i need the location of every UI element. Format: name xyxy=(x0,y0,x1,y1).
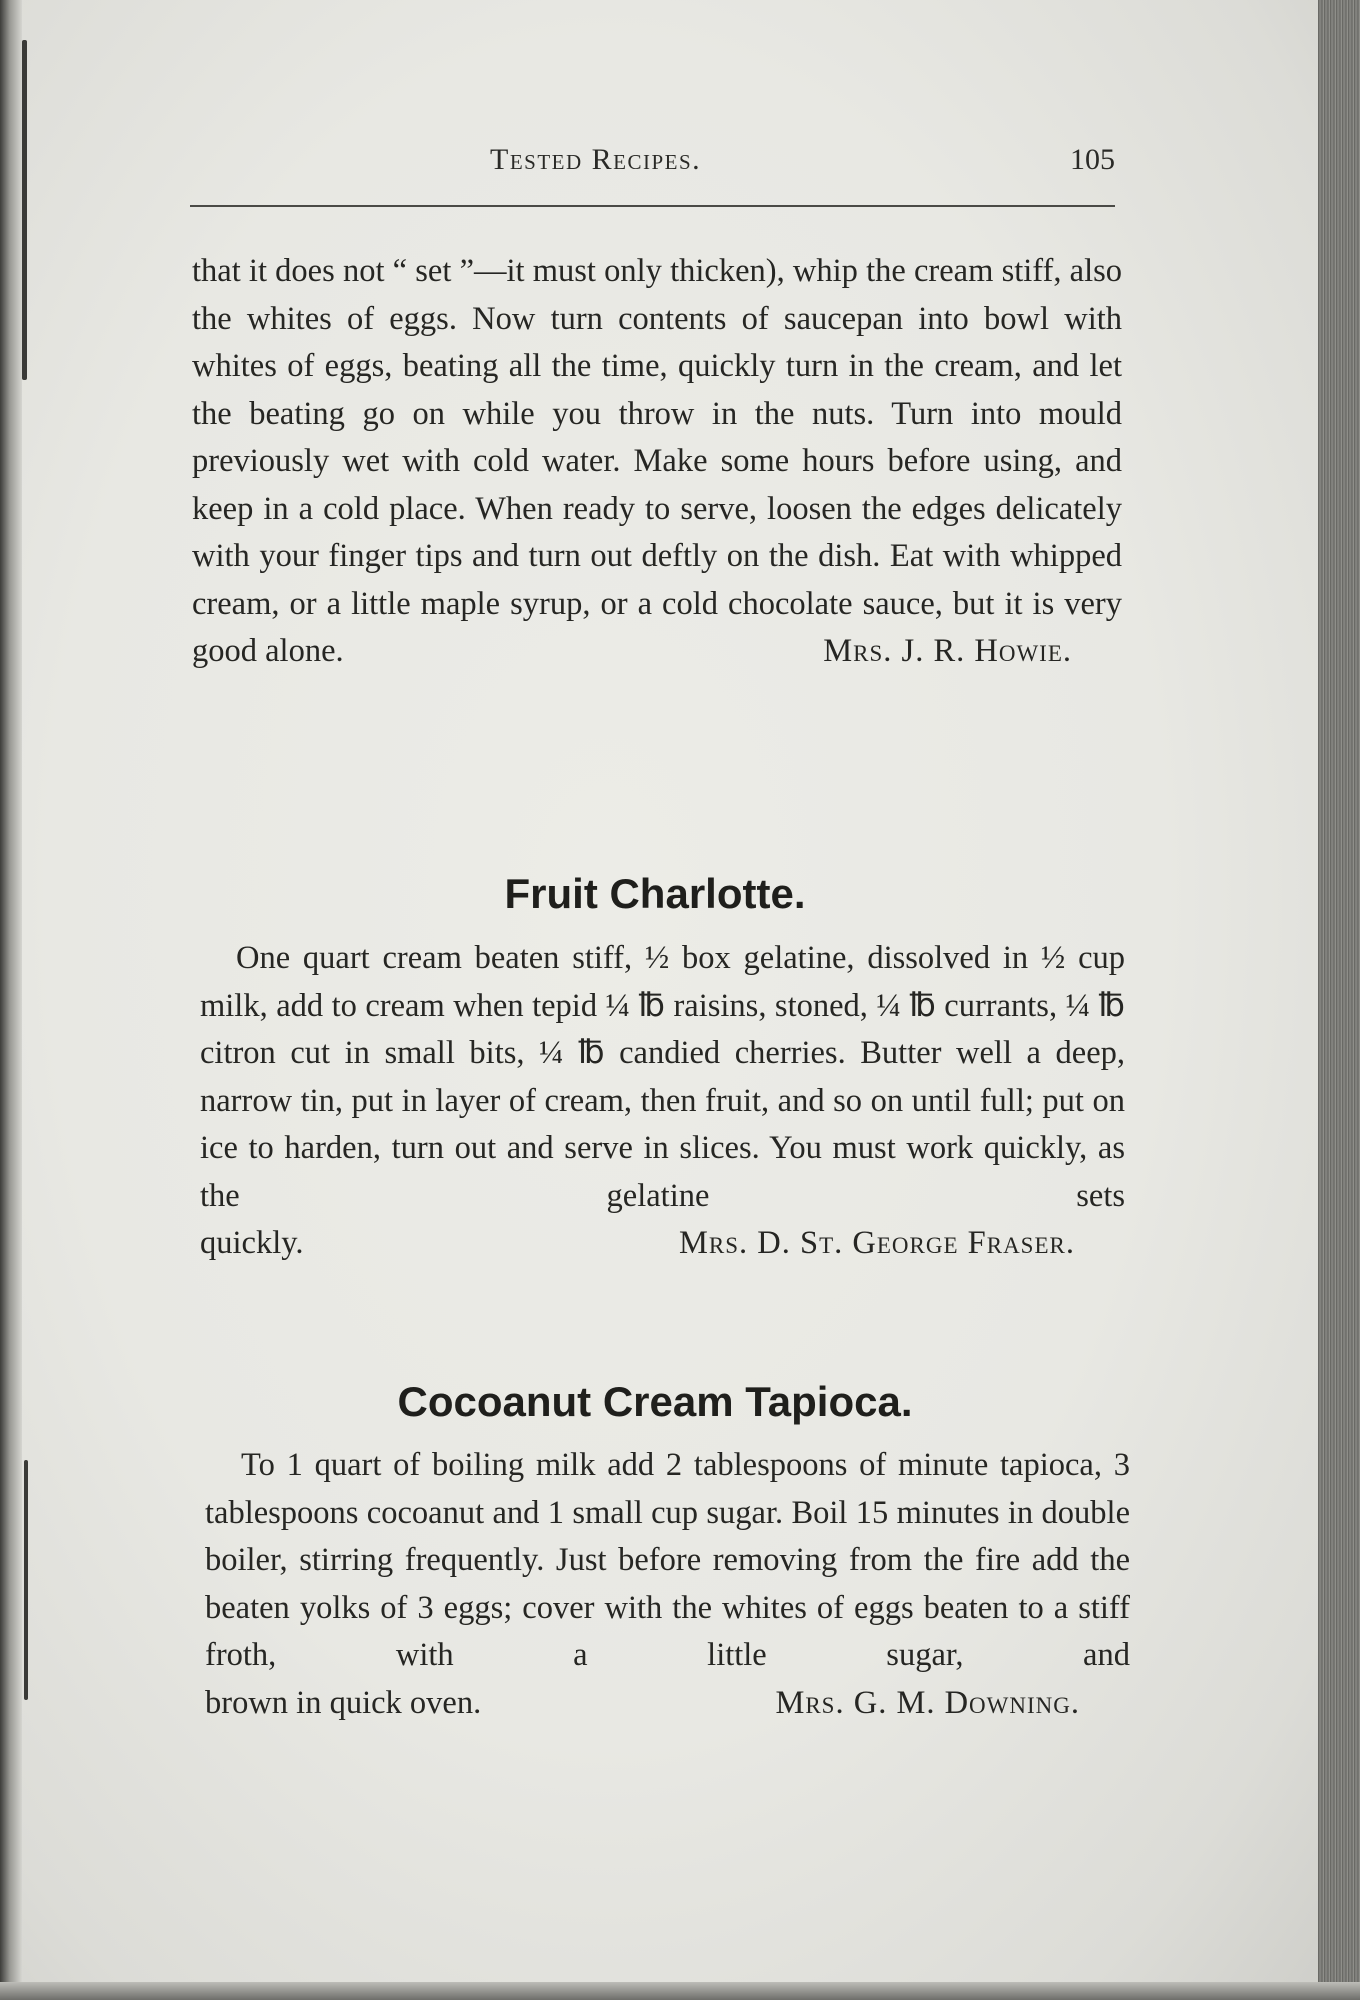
cocoanut-tapioca-text: To 1 quart of boiling milk add 2 tablespoons of minute tapioca, 3 tablespoons cocoanut and 1 small cup sugar. Boil 15 minutes in double boiler, stirring frequently. Just before removing from the fire add the beaten yolks of 3 eggs; cover with the whites of eggs beaten to a stiff froth, with a little sugar, and xyxy=(205,1447,1130,1673)
recipe-signature: Mrs. J. R. Howie. xyxy=(823,633,1072,669)
recipe-title: Fruit Charlotte. xyxy=(504,870,806,917)
spine-thread-mark xyxy=(22,40,27,380)
fruit-charlotte-last-line xyxy=(200,1220,1125,1268)
right-page-edges xyxy=(1318,0,1360,2000)
cocoanut-tapioca-recipe xyxy=(205,1442,1130,1727)
page-header xyxy=(190,143,1115,183)
continued-recipe-last-line xyxy=(192,628,1122,676)
fruit-charlotte-closing: quickly. xyxy=(200,1225,304,1261)
fruit-charlotte-text: One quart cream beaten stiff, ½ box gelatine, dissolved in ½ cup milk, add to cream when tepid ¼ ℔ raisins, stoned, ¼ ℔ currants, ¼ ℔ citron cut in small bits, ¼ ℔ candied cherries. Butter well a deep, narrow tin, put in layer of cream, then fruit, and so on until full; put on ice to harden, turn out and serve in slices. You must work quickly, as the gelatine sets xyxy=(200,940,1125,1214)
header-rule xyxy=(190,205,1115,207)
cocoanut-tapioca-closing: brown in quick oven. xyxy=(205,1684,482,1721)
continued-recipe-closing: good alone. xyxy=(192,633,344,669)
fruit-charlotte-recipe xyxy=(200,935,1125,1268)
bottom-page-edge xyxy=(0,1982,1360,2000)
continued-recipe-text: that it does not “ set ”—it must only thicken), whip the cream stiff, also the whites of eggs. Now turn contents of saucepan into bowl with whites of eggs, beating all the time, quickly turn in the cream, and let the beating go on while you throw in the nuts. Turn into mould previously wet with cold water. Make some hours before using, and keep in a cold place. When ready to serve, loosen the edges delicately with your finger tips and turn out deftly on the dish. Eat with whipped cream, or a little maple syrup, or a cold chocolate sauce, but it is very xyxy=(192,253,1122,622)
recipe-signature: Mrs. G. M. Downing. xyxy=(775,1684,1080,1721)
cocoanut-tapioca-last-line xyxy=(205,1680,1130,1728)
spine-thread-mark xyxy=(24,1460,28,1700)
running-head: Tested Recipes. xyxy=(490,143,702,176)
page-number: 105 xyxy=(1070,143,1115,176)
continued-recipe xyxy=(192,248,1122,676)
left-binding xyxy=(0,0,22,2000)
recipe-title: Cocoanut Cream Tapioca. xyxy=(397,1378,913,1425)
recipe-signature: Mrs. D. St. George Fraser. xyxy=(679,1225,1075,1261)
